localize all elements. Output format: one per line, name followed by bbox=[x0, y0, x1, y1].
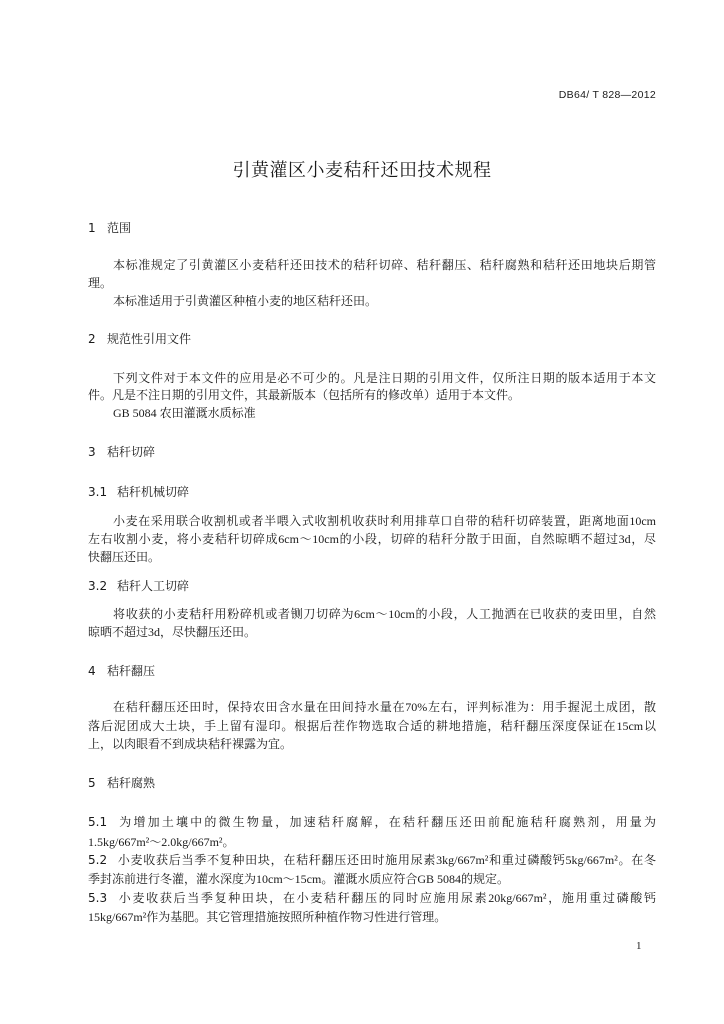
clause-line bbox=[88, 813, 656, 831]
paragraph-line: 季封冻前进行冬灌，灌水深度为10cm～15cm。灌溉水质应符合GB 5084的规定。 bbox=[88, 872, 509, 886]
section-number: 5 bbox=[88, 776, 96, 790]
subsection-heading bbox=[88, 483, 189, 501]
clause-line bbox=[88, 889, 656, 907]
paragraph-line: 小麦在采用联合收割机或者半喂入式收割机收获时利用排草口自带的秸秆切碎装置，距离地面10cm bbox=[113, 514, 656, 528]
section-title: 规范性引用文件 bbox=[107, 332, 192, 346]
subsection-number: 3.2 bbox=[88, 579, 108, 593]
clause-text: 小麦收获后当季复种田块，在小麦秸秆翻压的同时应施用尿素20kg/667m²，施用重过磷酸钙 bbox=[117, 891, 656, 905]
paragraph-line: 本标准适用于引黄灌区种植小麦的地区秸秆还田。 bbox=[113, 294, 378, 308]
subsection-heading bbox=[88, 577, 189, 595]
subsection-title: 秸秆机械切碎 bbox=[117, 485, 190, 499]
paragraph-line: 晾晒不超过3d，尽快翻压还田。 bbox=[88, 625, 257, 639]
paragraph-line: 下列文件对于本文件的应用是必不可少的。凡是注日期的引用文件，仅所注日期的版本适用于本文 bbox=[113, 371, 656, 385]
paragraph-line: 理。 bbox=[88, 276, 113, 290]
section-heading bbox=[88, 774, 155, 792]
page-number: 1 bbox=[636, 940, 642, 952]
section-title: 范围 bbox=[107, 221, 132, 235]
clause-number: 5.1 bbox=[88, 815, 108, 829]
section-heading bbox=[88, 330, 191, 348]
subsection-title: 秸秆人工切碎 bbox=[117, 579, 190, 593]
section-heading bbox=[88, 662, 155, 680]
paragraph-line: 将收获的小麦秸秆用粉碎机或者铡刀切碎为6cm～10cm的小段，人工抛洒在已收获的麦田里，自然 bbox=[113, 607, 656, 621]
document-title: 引黄灌区小麦秸秆还田技术规程 bbox=[232, 160, 492, 181]
section-heading bbox=[88, 443, 155, 461]
section-number: 4 bbox=[88, 664, 96, 678]
section-title: 秸秆切碎 bbox=[107, 445, 156, 459]
clause-line bbox=[88, 851, 656, 869]
section-number: 3 bbox=[88, 445, 96, 459]
section-heading bbox=[88, 219, 131, 237]
clause-number: 5.3 bbox=[88, 891, 108, 905]
paragraph-line: 快翻压还田。 bbox=[88, 550, 161, 564]
section-number: 1 bbox=[88, 221, 96, 235]
paragraph-line: 本标准规定了引黄灌区小麦秸秆还田技术的秸秆切碎、秸秆翻压、秸秆腐熟和秸秆还田地块后期管 bbox=[113, 258, 656, 272]
section-title: 秸秆翻压 bbox=[107, 664, 156, 678]
clause-text: 为增加土壤中的微生物量，加速秸秆腐解，在秸秆翻压还田前配施秸秆腐熟剂，用量为 bbox=[117, 815, 656, 829]
referenced-standard: GB 5084 农田灌溉水质标准 bbox=[113, 406, 256, 420]
section-title: 秸秆腐熟 bbox=[107, 776, 156, 790]
clause-text: 小麦收获后当季不复种田块，在秸秆翻压还田时施用尿素3kg/667m²和重过磷酸钙5kg/667m²。在冬 bbox=[117, 853, 656, 867]
section-number: 2 bbox=[88, 332, 96, 346]
standard-code: DB64/ T 828—2012 bbox=[558, 89, 656, 101]
paragraph-line: 在秸秆翻压还田时，保持农田含水量在田间持水量在70%左右，评判标准为：用手握泥土成团，散 bbox=[113, 700, 656, 714]
paragraph-line: 件。凡是不注日期的引用文件，其最新版本（包括所有的修改单）适用于本文件。 bbox=[88, 388, 521, 402]
subsection-number: 3.1 bbox=[88, 485, 108, 499]
clause-number: 5.2 bbox=[88, 853, 108, 867]
paragraph-line: 左右收割小麦，将小麦秸秆切碎成6cm～10cm的小段，切碎的秸秆分散于田面，自然晾晒不超过3d，尽 bbox=[88, 532, 656, 546]
paragraph-line: 落后泥团成大土块，手上留有湿印。根据后茬作物选取合适的耕地措施，秸秆翻压深度保证在15cm以 bbox=[88, 719, 656, 733]
paragraph-line: 15kg/667m²作为基肥。其它管理措施按照所种植作物习性进行管理。 bbox=[88, 910, 447, 924]
paragraph-line: 1.5kg/667m²～2.0kg/667m²。 bbox=[88, 835, 235, 849]
paragraph-line: 上，以肉眼看不到成块秸秆裸露为宜。 bbox=[88, 737, 293, 751]
